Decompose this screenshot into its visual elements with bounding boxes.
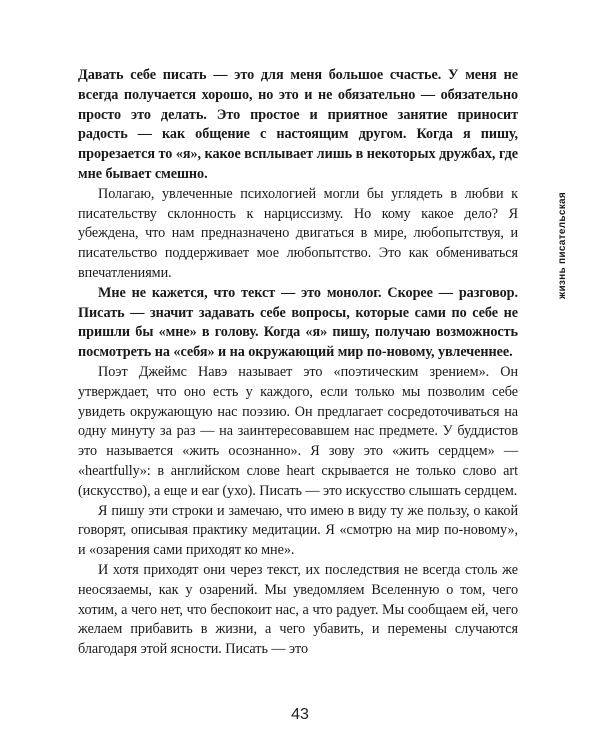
paragraph-6: И хотя приходят они через текст, их последствия не всегда столь же неосязаемы, как у озарений. Мы уведомляем Вселенную о том, чего хотим, а чего нет, что беспокоит нас, а что радует. Мы сообщаем ей, чего желаем прибавить в жизни, а чего убавить, и перемены случаются благодаря этой ясности. Писать — это (78, 561, 518, 658)
paragraph-5: Я пишу эти строки и замечаю, что имею в виду ту же пользу, о какой говорят, описывая практику медитации. Я «смотрю на мир по-новому», и «озарения сами приходят ко мне». (78, 502, 518, 559)
paragraph-2: Полагаю, увлеченные психологией могли бы углядеть в любви к писательству склонность к нарциссизму. Но кому какое дело? Я убеждена, что нам предназначено двигаться в мире, любопытствуя, и писательство поддерживает мое любопытство. Это как обмениваться впечатлениями. (78, 185, 518, 281)
paragraph-1: Давать себе писать — это для меня большое счастье. У меня не всегда получается хорошо, но это и не обязательно — обязательно просто это делать. Это простое и приятное занятие приносит радость — как общение с настоящим другом. Когда я пишу, прорезается то «я», какое всплывает лишь в некоторых дружбах, где мне бывает смешно. (78, 67, 518, 182)
page-body (78, 66, 518, 660)
paragraph-3: Мне не кажется, что текст — это монолог. Скорее — разговор. Писать — значит задавать себе вопросы, которые сами по себе не пришли бы «мне» в голову. Когда «я» пишу, получаю возможность посмотреть на «себя» и на окружающий мир по-новому, увлеченнее. (78, 284, 518, 361)
running-head-text: жизнь писательская (556, 191, 568, 299)
running-head (556, 180, 568, 310)
paragraph-4: Поэт Джеймс Навэ называет это «поэтическим зрением». Он утверждает, что оно есть у каждого, если только мы позволим себе увидеть окружающую нас поэзию. Он предлагает сосредоточиваться на одну минуту за раз — на заинтересовавшем нас предмете. У буддистов это называется «жить осознанно». Я зову это «жить сердцем» — «heartfully»: в английском слове heart скрывается не только слово art (искусство), а еще и ear (ухо). Писать — это искусство слышать сердцем. (78, 363, 518, 499)
page-number: 43 (291, 706, 309, 723)
